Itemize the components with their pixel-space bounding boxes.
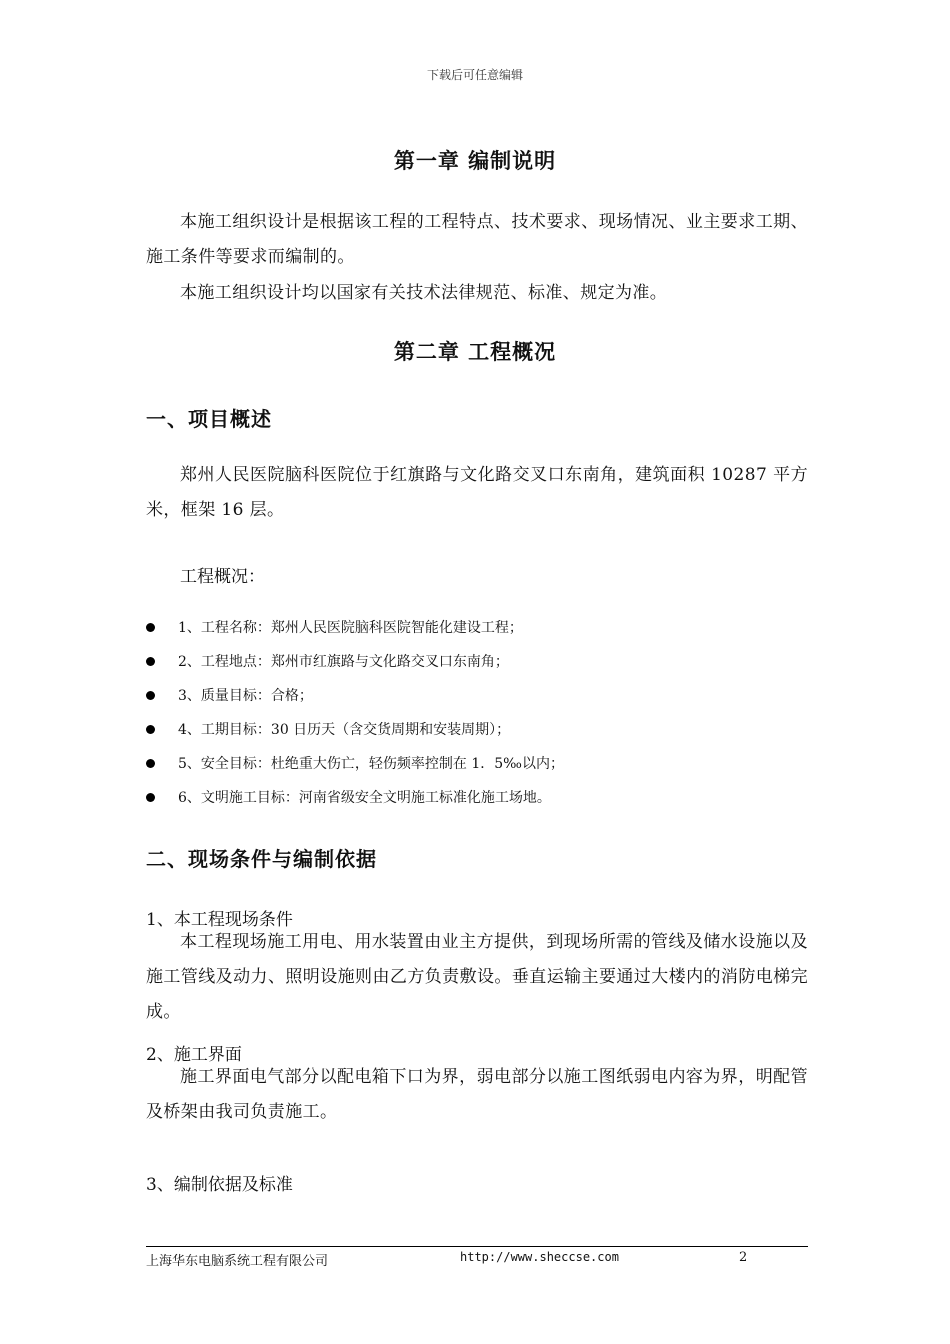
subsection-2-title: 2、施工界面 [146,1045,242,1065]
bullet-dot-icon [146,725,155,734]
bullet-dot-icon [146,691,155,700]
list-item: 6、文明施工目标：河南省级安全文明施工标准化施工场地。 [146,780,564,814]
overview-list [146,610,564,814]
chapter-1-paragraph-2: 本施工组织设计均以国家有关技术法律规范、标准、规定为准。 [180,283,668,303]
page-header-note: 下载后可任意编辑 [426,68,523,82]
footer-page-number: 2 [739,1250,748,1265]
subsection-1-text: 本工程现场施工用电、用水装置由业主方提供，到现场所需的管线及储水设施以及施工管线及动力、照明设施则由乙方负责敷设。垂直运输主要通过大楼内的消防电梯完成。 [146,932,808,1022]
list-item: 3、质量目标：合格； [146,678,564,712]
list-item: 4、工期目标：30 日历天（含交货周期和安装周期）； [146,712,564,746]
list-item: 5、安全目标：杜绝重大伤亡，轻伤频率控制在 1．5‰以内； [146,746,564,780]
subsection-3-title: 3、编制依据及标准 [146,1175,293,1195]
subsection-2-text: 施工界面电气部分以配电箱下口为界，弱电部分以施工图纸弱电内容为界，明配管及桥架由我司负责施工。 [146,1067,808,1122]
section-1-heading: 一、项目概述 [146,407,272,431]
footer-company: 上海华东电脑系统工程有限公司 [146,1254,329,1269]
chapter-1-title: 第一章 编制说明 [393,149,557,173]
overview-label: 工程概况： [180,567,265,587]
bullet-dot-icon [146,657,155,666]
section-1-paragraph: 郑州人民医院脑科医院位于红旗路与文化路交叉口东南角，建筑面积 10287 平方米，框架 16 层。 [146,465,808,520]
bullet-dot-icon [146,793,155,802]
chapter-1-paragraph-1: 本施工组织设计是根据该工程的工程特点、技术要求、现场情况、业主要求工期、施工条件等要求而编制的。 [146,212,808,267]
section-2-heading: 二、现场条件与编制依据 [146,847,377,871]
subsection-1-title: 1、本工程现场条件 [146,910,293,930]
bullet-dot-icon [146,759,155,768]
list-item: 1、工程名称：郑州人民医院脑科医院智能化建设工程； [146,610,564,644]
footer-url[interactable]: http://www.sheccse.com [460,1250,619,1264]
chapter-2-title: 第二章 工程概况 [393,340,557,364]
bullet-dot-icon [146,623,155,632]
list-item: 2、工程地点：郑州市红旗路与文化路交叉口东南角； [146,644,564,678]
footer-divider [146,1246,808,1247]
